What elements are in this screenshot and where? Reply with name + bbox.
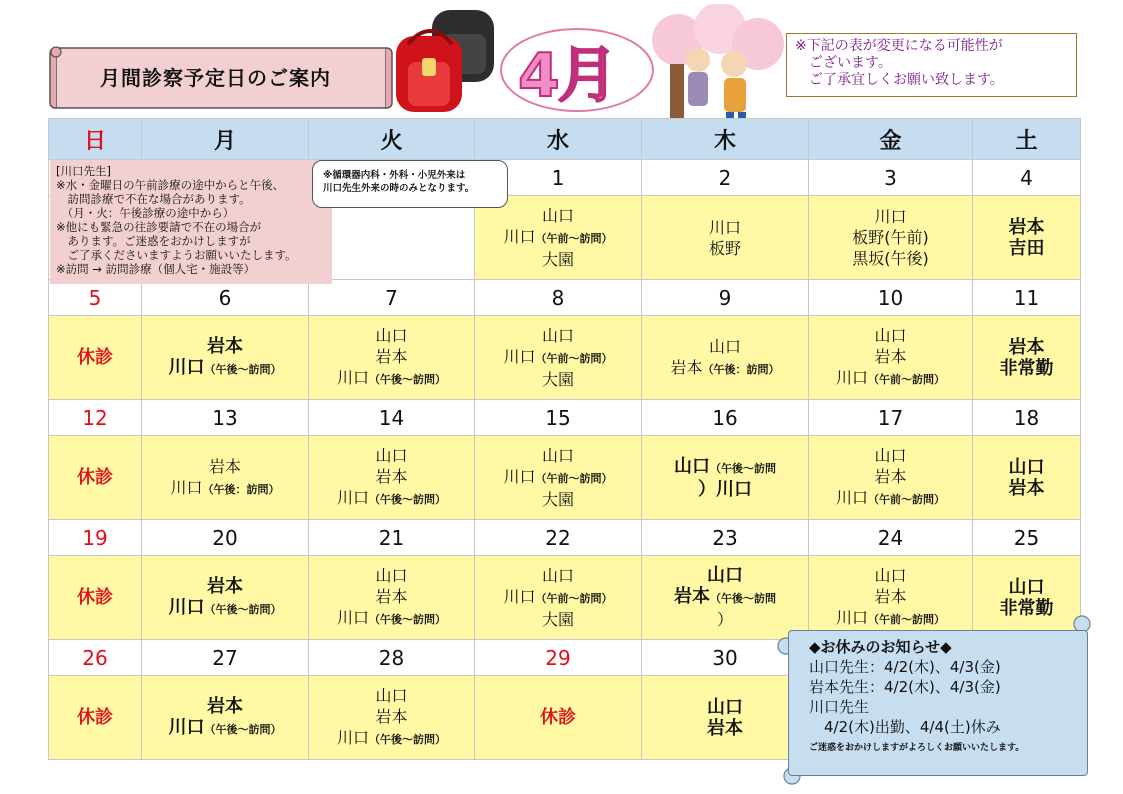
- doctor-name: 岩本: [207, 695, 243, 717]
- doctor-entry: [475, 586, 641, 609]
- date-cell: 11: [973, 280, 1081, 316]
- date-cell: 17: [809, 400, 973, 436]
- schedule-cell: [642, 436, 809, 520]
- doctor-name: 川口: [168, 596, 205, 618]
- month-label: 4月: [518, 41, 616, 111]
- doctor-name: 板野: [708, 238, 741, 258]
- doctor-entry: [475, 565, 641, 586]
- visit-note: （午後～訪問: [710, 592, 776, 605]
- doctor-entry: [642, 565, 808, 586]
- doctor-name: 岩本: [208, 456, 241, 476]
- doctor-name: 大園: [541, 370, 574, 389]
- schedule-cell: [809, 436, 973, 520]
- doctor-name: 山口: [707, 565, 743, 586]
- schedule-cell: [475, 316, 642, 400]
- doctor-name: 川口: [874, 207, 907, 226]
- date-cell: 5: [49, 280, 142, 316]
- change-notice: [786, 33, 1077, 97]
- visit-note: （午後～訪問: [710, 461, 776, 475]
- note-line: 訪問診療で不在な場合があります。: [56, 192, 251, 206]
- doctor-name: 岩本: [707, 717, 743, 739]
- doctor-name: 岩本: [874, 587, 907, 606]
- doctor-entry: [475, 226, 641, 249]
- doctor-name: 山口: [541, 446, 574, 465]
- doctor-entry: [642, 357, 808, 380]
- doctor-name: 川口: [168, 716, 205, 738]
- doctor-entry: [142, 717, 308, 740]
- doctor-entry: [973, 358, 1080, 379]
- doctor-name: 山口: [874, 446, 907, 465]
- date-cell: 16: [642, 400, 809, 436]
- weekday-header: 日: [49, 119, 142, 160]
- date-cell: 19: [49, 520, 142, 556]
- doctor-entry: [642, 456, 808, 479]
- doctor-name: 山口: [874, 326, 907, 345]
- doctor-entry: [809, 367, 972, 390]
- doctor-name: 岩本: [874, 347, 907, 366]
- notice-line: ご了承宜しくお願い致します。: [795, 72, 1004, 88]
- doctor-name: 川口: [168, 356, 205, 378]
- schedule-cell: [973, 316, 1081, 400]
- doctor-entry: [142, 696, 308, 717]
- visit-note: （午前～訪問）: [868, 373, 945, 386]
- date-cell: 22: [475, 520, 642, 556]
- doctor-name: 山口: [375, 446, 408, 465]
- doctor-entry: [475, 445, 641, 466]
- schedule-cell: [49, 436, 142, 520]
- holiday-notice: [788, 630, 1088, 776]
- doctor-entry: [809, 346, 972, 367]
- doctor-entry: [309, 685, 474, 706]
- doctor-name: 大園: [541, 250, 574, 269]
- doctor-name: 山口: [1008, 456, 1045, 478]
- doctor-entry: [809, 206, 972, 227]
- holiday-line: 4/2(木)出勤、4/4(土)休み: [809, 718, 1001, 736]
- schedule-cell: [309, 436, 475, 520]
- schedule-cell: [309, 676, 475, 760]
- doctor-entry: [309, 706, 474, 727]
- doctor-name: 山口: [1008, 576, 1045, 598]
- date-cell: 12: [49, 400, 142, 436]
- doctor-name: 休診: [77, 347, 113, 368]
- date-cell: 6: [142, 280, 309, 316]
- date-cell: 18: [973, 400, 1081, 436]
- doctor-entry: [809, 586, 972, 607]
- date-cell: 25: [973, 520, 1081, 556]
- doctor-entry: [642, 238, 808, 259]
- doctor-name: 山口: [541, 206, 574, 225]
- doctor-entry: [809, 565, 972, 586]
- date-cell: 30: [642, 640, 809, 676]
- doctor-name: 川口: [503, 227, 536, 246]
- schedule-cell: [309, 316, 475, 400]
- visit-note: （午前～訪問）: [535, 232, 613, 245]
- visit-note: （午後～訪問）: [369, 493, 446, 506]
- doctor-entry: [475, 609, 641, 630]
- doctor-entry: [142, 336, 308, 357]
- doctor-entry: [475, 325, 641, 346]
- holiday-heading: ◆お休みのお知らせ◆: [809, 638, 952, 656]
- date-cell: 4: [973, 160, 1081, 196]
- doctor-name: 休診: [77, 467, 113, 488]
- schedule-cell: [809, 316, 973, 400]
- visit-note: （午後～訪問）: [204, 722, 282, 736]
- doctor-entry: [309, 607, 474, 630]
- weekday-header: 月: [142, 119, 309, 160]
- doctor-name: 川口: [336, 368, 369, 387]
- visit-note: （午後：訪問）: [702, 362, 780, 376]
- date-cell: 2: [642, 160, 809, 196]
- doctor-entry: [642, 479, 808, 500]
- date-cell: 27: [142, 640, 309, 676]
- note-line: ※他にも緊急の往診要請で不在の場合が: [56, 220, 262, 234]
- schedule-cell: [49, 316, 142, 400]
- doctor-entry: [309, 487, 474, 510]
- date-cell: 9: [642, 280, 809, 316]
- schedule-cell: [475, 196, 642, 280]
- doctor-name: 川口: [503, 347, 536, 366]
- note-line: ※水・金曜日の午前診療の途中からと午後、: [56, 178, 285, 192]
- date-cell: 1: [475, 160, 642, 196]
- date-cell: 3: [809, 160, 973, 196]
- doctor-entry: [49, 707, 141, 728]
- doctor-entry: [142, 456, 308, 477]
- doctor-name: 川口: [503, 587, 536, 606]
- doctor-name: 非常勤: [999, 597, 1054, 619]
- doctor-entry: [142, 357, 308, 380]
- note-line: （月・火：午後診療の途中から）: [56, 206, 235, 220]
- schedule-cell: [475, 556, 642, 640]
- doctor-entry: [309, 346, 474, 367]
- doctor-name: 休診: [540, 707, 576, 728]
- doctor-name: 岩本: [375, 707, 408, 726]
- doctor-name: 山口: [674, 455, 710, 477]
- doctor-entry: [309, 325, 474, 346]
- doctor-name: 岩本: [874, 467, 907, 486]
- date-cell: 15: [475, 400, 642, 436]
- date-cell: 14: [309, 400, 475, 436]
- doctor-entry: [809, 487, 972, 510]
- date-cell: 28: [309, 640, 475, 676]
- doctor-entry: [809, 445, 972, 466]
- date-cell: 26: [49, 640, 142, 676]
- doctor-name: 岩本: [674, 586, 710, 607]
- doctor-name: 岩本: [207, 335, 243, 357]
- doctor-entry: [973, 337, 1080, 358]
- doctor-name: 大園: [541, 490, 574, 509]
- doctor-name: 山口: [708, 336, 741, 356]
- date-cell: 24: [809, 520, 973, 556]
- visit-note: （午後～訪問）: [204, 362, 282, 376]
- doctor-name: 川口: [336, 728, 369, 747]
- schedule-cell: [49, 556, 142, 640]
- schedule-cell: [973, 196, 1081, 280]
- weekday-header: 水: [475, 119, 642, 160]
- doctor-name: 山口: [375, 326, 408, 345]
- weekday-header: 木: [642, 119, 809, 160]
- date-cell: 20: [142, 520, 309, 556]
- doctor-name: 山口: [375, 566, 408, 585]
- doctor-entry: [475, 249, 641, 270]
- doctor-name: 岩本: [375, 467, 408, 486]
- doctor-name: 休診: [77, 587, 113, 608]
- doctor-name: 板野(午前): [852, 228, 929, 247]
- cherry-blossom-illustration: [648, 4, 788, 136]
- callout-line: 川口先生外来の時のみとなります。: [323, 183, 475, 194]
- schedule-cell: [809, 196, 973, 280]
- note-line: ※訪問 → 訪問診療（個人宅・施設等）: [56, 262, 256, 276]
- schedule-cell: [309, 556, 475, 640]
- doctor-name: 川口: [503, 467, 536, 486]
- visit-note: （午後～訪問）: [369, 733, 446, 746]
- visit-note: （午後～訪問）: [369, 373, 446, 386]
- doctor-entry: [809, 325, 972, 346]
- doctor-entry: [973, 238, 1080, 259]
- doctor-name: 川口: [170, 477, 203, 497]
- doctor-name: 黒坂(午後): [852, 249, 929, 268]
- weekday-header: 火: [309, 119, 475, 160]
- doctor-entry: [142, 576, 308, 597]
- doctor-entry: [309, 586, 474, 607]
- schedule-cell: [642, 196, 809, 280]
- visit-note: （午前～訪問）: [535, 472, 613, 485]
- doctor-entry: [309, 466, 474, 487]
- doctor-entry: [973, 577, 1080, 598]
- date-cell: 7: [309, 280, 475, 316]
- schedule-cell: [142, 556, 309, 640]
- visit-note: （午前～訪問）: [868, 613, 945, 626]
- doctor-entry: [475, 489, 641, 510]
- doctor-name: 非常勤: [999, 357, 1054, 379]
- doctor-entry: [475, 369, 641, 390]
- doctor-entry: [309, 445, 474, 466]
- visit-note: （午後：訪問）: [202, 482, 280, 496]
- doctor-name: 岩本: [375, 587, 408, 606]
- holiday-footer: ご迷惑をおかけしますがよろしくお願いいたします。: [809, 743, 1025, 753]
- schedule-cell: [309, 196, 475, 280]
- page-title: 月間診察予定日のご案内: [100, 66, 331, 90]
- doctor-entry: [642, 586, 808, 609]
- callout-line: ※循環器内科・外科・小児外来は: [323, 170, 466, 181]
- doctor-entry: [809, 466, 972, 487]
- doctor-name: 大園: [541, 610, 574, 629]
- visit-note: （午前～訪問）: [535, 352, 613, 365]
- date-cell: 10: [809, 280, 973, 316]
- visit-note: （午後～訪問）: [204, 602, 282, 616]
- holiday-line: 岩本先生：4/2(木)、4/3(金): [809, 678, 1001, 696]
- doctor-entry: [49, 467, 141, 488]
- doctor-entry: [973, 478, 1080, 499]
- schedule-cell: [642, 316, 809, 400]
- doctor-name: 岩本: [375, 347, 408, 366]
- date-cell: 13: [142, 400, 309, 436]
- doctor-name: 岩本: [1008, 216, 1045, 238]
- doctor-name: 川口: [336, 608, 369, 627]
- specialty-callout: [312, 160, 508, 208]
- doctor-entry: [642, 336, 808, 357]
- doctor-entry: [973, 457, 1080, 478]
- holiday-line: 山口先生：4/2(木)、4/3(金): [809, 658, 1001, 676]
- doctor-entry: [809, 248, 972, 269]
- doctor-entry: [309, 565, 474, 586]
- date-cell: 21: [309, 520, 475, 556]
- doctor-name: 山口: [375, 686, 408, 705]
- doctor-entry: [142, 597, 308, 620]
- doctor-name: 休診: [77, 707, 113, 728]
- school-bag-illustration: [392, 4, 502, 116]
- doctor-name: 川口: [835, 608, 868, 627]
- doctor-name: ）川口: [698, 478, 752, 500]
- note-line: ご了承くださいますようお願いいたします。: [56, 248, 297, 262]
- doctor-name: 吉田: [1008, 237, 1045, 259]
- doctor-name: 山口: [541, 566, 574, 585]
- doctor-entry: [475, 205, 641, 226]
- schedule-cell: [49, 676, 142, 760]
- weekday-header: 土: [973, 119, 1081, 160]
- doctor-name: 川口: [336, 488, 369, 507]
- schedule-cell: [142, 436, 309, 520]
- doctor-entry: [309, 367, 474, 390]
- doctor-name: 山口: [874, 566, 907, 585]
- doctor-entry: [973, 217, 1080, 238]
- doctor-entry: [475, 346, 641, 369]
- holiday-line: 川口先生: [809, 698, 870, 716]
- notice-line: ※下記の表が変更になる可能性が: [795, 38, 1003, 54]
- kawaguchi-note: [50, 160, 332, 284]
- doctor-name: 岩本: [1008, 477, 1045, 499]
- note-line: [川口先生]: [56, 164, 111, 178]
- doctor-entry: [809, 227, 972, 248]
- doctor-entry: [49, 347, 141, 368]
- doctor-name: 川口: [835, 368, 868, 387]
- doctor-name: 岩本: [670, 357, 703, 377]
- visit-note: （午後～訪問）: [369, 613, 446, 626]
- notice-line: ございます。: [795, 55, 892, 71]
- schedule-cell: [475, 676, 642, 760]
- visit-note: （午前～訪問）: [535, 592, 613, 605]
- doctor-entry: [475, 466, 641, 489]
- doctor-name: 山口: [707, 696, 743, 718]
- date-cell: 29: [475, 640, 642, 676]
- doctor-name: 山口: [541, 326, 574, 345]
- doctor-name: 川口: [835, 488, 868, 507]
- schedule-cell: [973, 436, 1081, 520]
- doctor-name: ）: [716, 610, 733, 629]
- date-cell: 23: [642, 520, 809, 556]
- doctor-name: 岩本: [1008, 336, 1045, 358]
- schedule-cell: [142, 676, 309, 760]
- doctor-entry: [475, 707, 641, 728]
- visit-note: （午前～訪問）: [868, 493, 945, 506]
- doctor-entry: [142, 477, 308, 500]
- doctor-name: 川口: [708, 217, 741, 237]
- weekday-header: 金: [809, 119, 973, 160]
- date-cell: 8: [475, 280, 642, 316]
- doctor-name: 岩本: [207, 575, 243, 597]
- doctor-entry: [642, 217, 808, 238]
- doctor-entry: [49, 587, 141, 608]
- schedule-cell: [475, 436, 642, 520]
- doctor-entry: [309, 727, 474, 750]
- schedule-cell: [142, 316, 309, 400]
- note-line: あります。ご迷惑をおかけしますが: [56, 234, 251, 248]
